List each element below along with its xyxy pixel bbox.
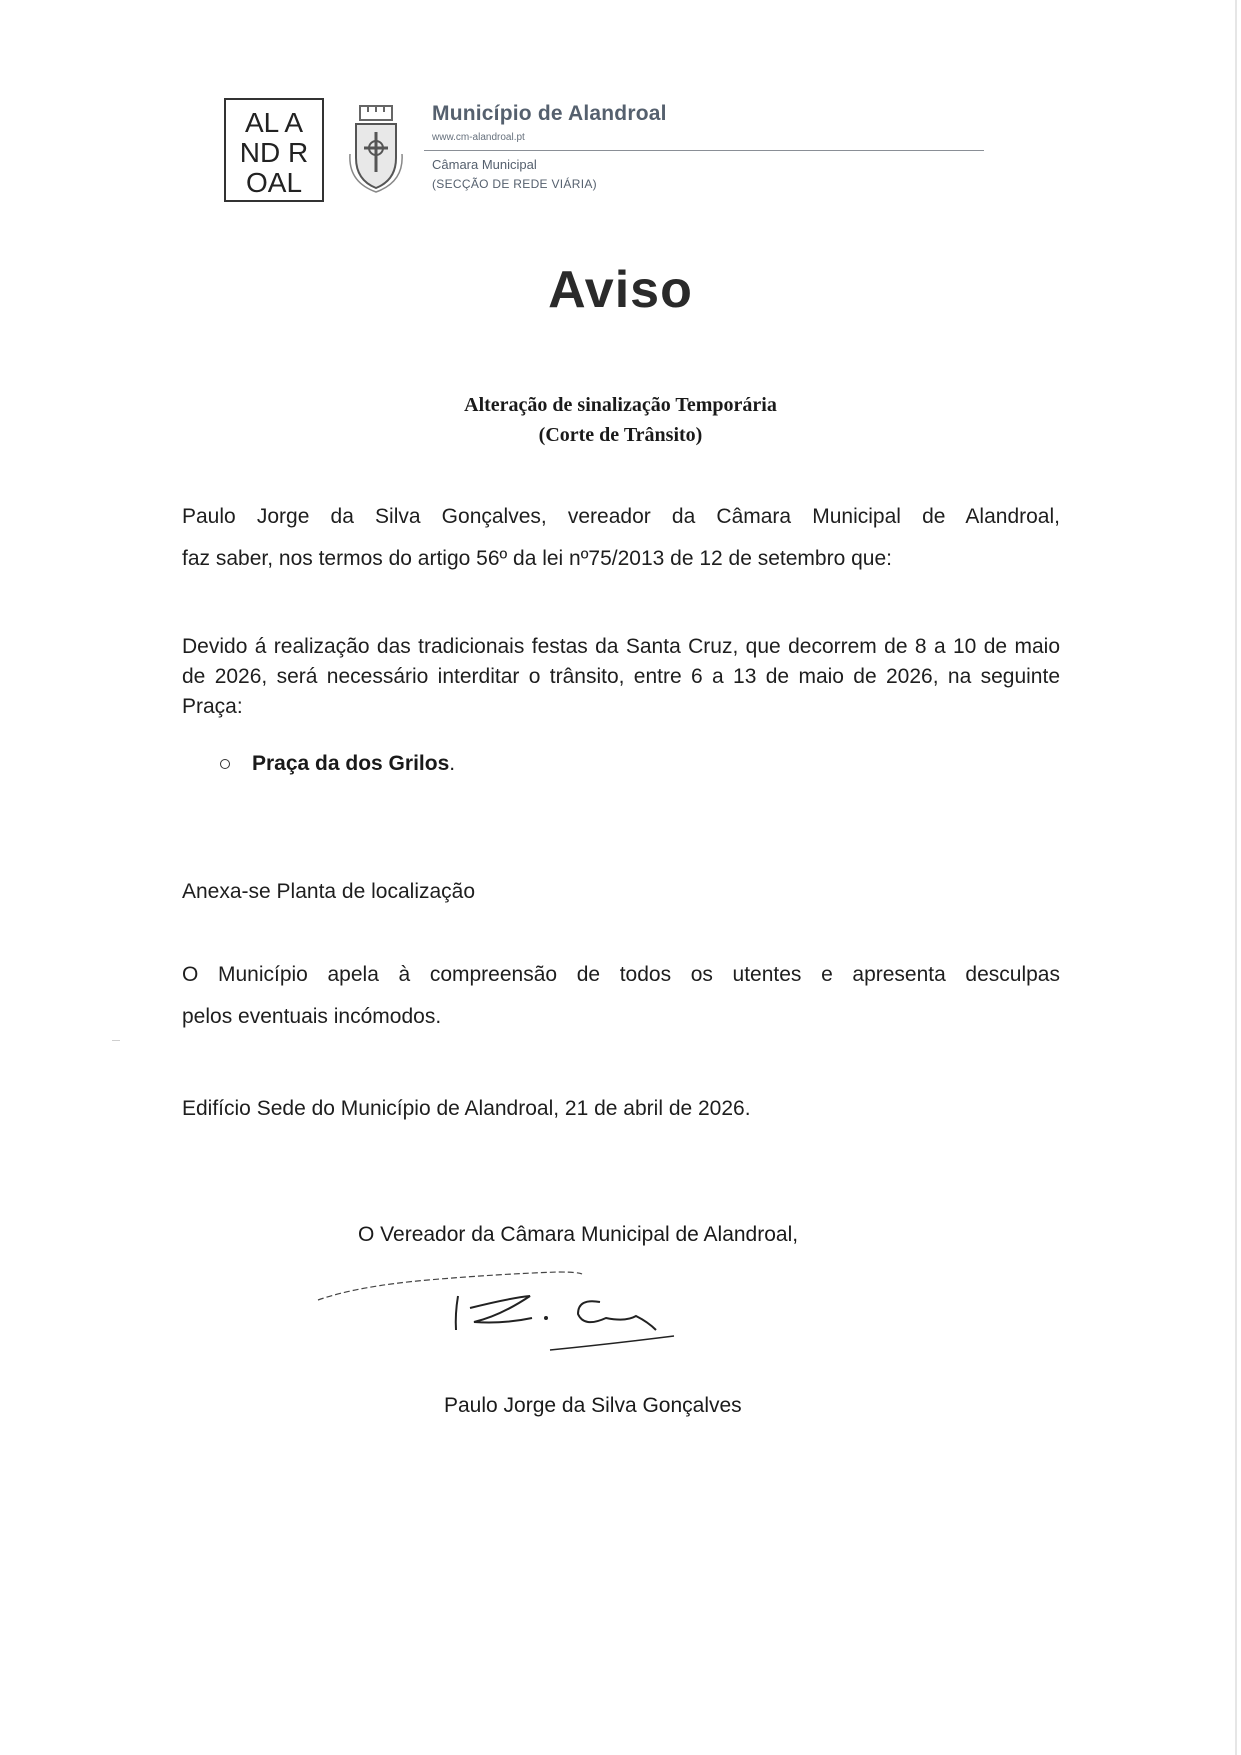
bullet-period: . <box>449 752 456 775</box>
logo-line-2: ND R <box>239 137 309 168</box>
logo-line-1: AL A <box>244 107 304 138</box>
subtitle-line-2: (Corte de Trânsito) <box>538 424 703 446</box>
subtitle-line-1: Alteração de sinalização Temporária <box>464 394 777 416</box>
handwritten-signature-icon <box>310 1248 710 1358</box>
organization-name: Município de Alandroal <box>432 102 667 125</box>
intro-line-2: faz saber, nos termos do artigo 56º da lei nº75/2013 de 12 de setembro que: <box>182 547 892 570</box>
affected-square: Praça da dos Grilos <box>252 752 450 775</box>
scan-mark <box>112 1040 120 1041</box>
header-divider <box>424 150 984 151</box>
notice-subtitle <box>0 390 1241 450</box>
organization-section: (SECÇÃO DE REDE VIÁRIA) <box>432 177 597 191</box>
alandroal-logo-icon <box>224 98 324 202</box>
organization-chamber: Câmara Municipal <box>432 157 537 172</box>
list-item <box>220 752 455 776</box>
closing-line: O Vereador da Câmara Municipal de Alandroal, <box>358 1223 799 1246</box>
scan-edge-divider <box>1235 0 1237 1755</box>
place-and-date: Edifício Sede do Município de Alandroal, 21 de abril de 2026. <box>182 1097 751 1120</box>
organization-url: www.cm-alandroal.pt <box>432 132 525 143</box>
page-title: Aviso <box>548 261 693 319</box>
intro-line-1: Paulo Jorge da Silva Gonçalves, vereador da Câmara Municipal de Alandroal, <box>182 505 1060 528</box>
bullet-icon <box>220 759 230 769</box>
apology-line-1: O Município apela à compreensão de todos os utentes e apresenta desculpas <box>182 963 1060 986</box>
apology-line-2: pelos eventuais incómodos. <box>182 1005 442 1028</box>
signer-name: Paulo Jorge da Silva Gonçalves <box>444 1394 742 1417</box>
annex-note: Anexa-se Planta de localização <box>182 880 476 903</box>
logo-line-3: OAL <box>245 167 303 198</box>
municipal-crest-icon <box>346 104 406 196</box>
closure-paragraph: Devido á realização das tradicionais festas da Santa Cruz, que decorrem de 8 a 10 de maio de 2026, será necessário interditar o trânsito, entre 6 a 13 de maio de 2026, na seguinte Praça: <box>182 635 1060 718</box>
